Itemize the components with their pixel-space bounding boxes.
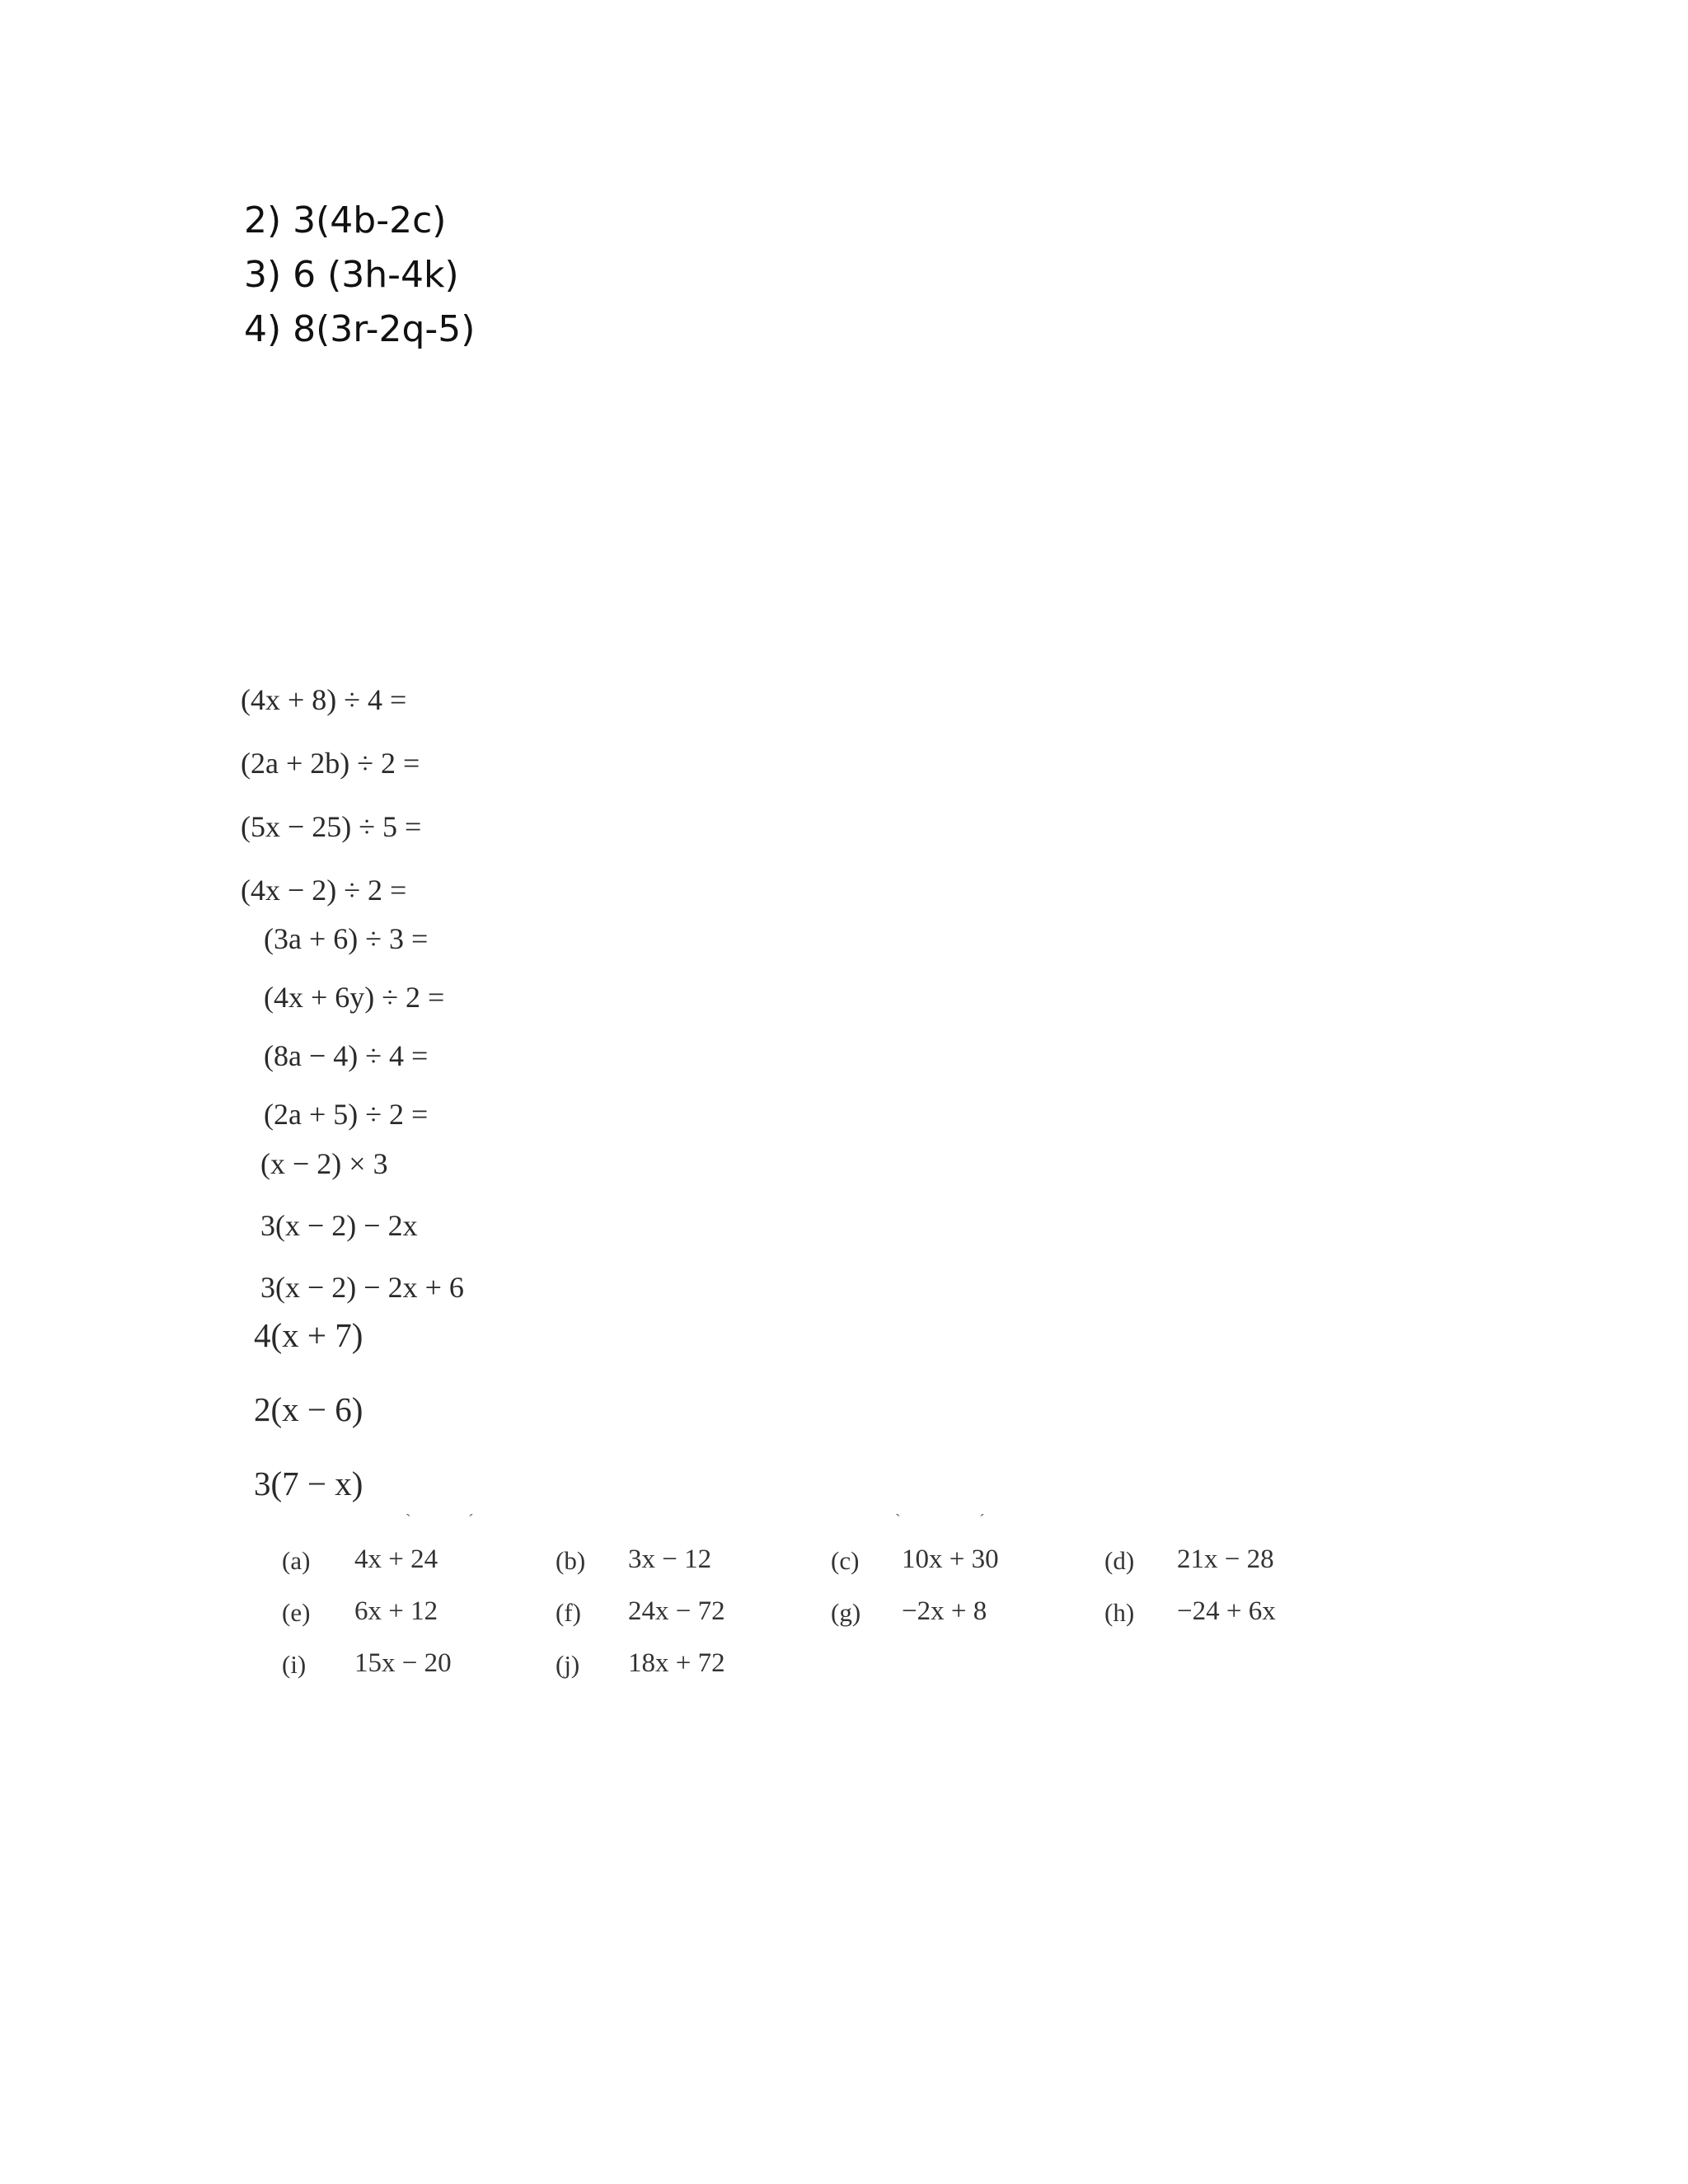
answer-letter: (a)	[282, 1546, 311, 1575]
answer-letter: (f)	[556, 1598, 581, 1627]
answer-expression: 10x + 30	[902, 1544, 999, 1574]
expression: (x − 2) × 3	[260, 1147, 388, 1180]
answer-letter: (b)	[556, 1546, 586, 1575]
problem-4: 4) 8(3r-2q-5)	[244, 308, 476, 350]
tick-mark: ˋ	[895, 1511, 901, 1530]
answer-letter: (d)	[1104, 1546, 1135, 1575]
division-problem: (3a + 6) ÷ 3 =	[264, 922, 429, 955]
expand-problem: 3(7 − x)	[254, 1465, 363, 1502]
division-problem: (4x + 6y) ÷ 2 =	[264, 981, 445, 1014]
expand-problem: 2(x − 6)	[254, 1390, 363, 1428]
answer-expression: 15x − 20	[354, 1648, 452, 1678]
tick-mark: ˊ	[979, 1511, 985, 1530]
answer-letter: (j)	[556, 1650, 580, 1679]
tick-mark: ˊ	[468, 1511, 474, 1530]
expression: 3(x − 2) − 2x	[260, 1209, 418, 1242]
division-problem: (2a + 5) ÷ 2 =	[264, 1098, 429, 1131]
answer-letter: (i)	[282, 1650, 307, 1679]
problem-3: 3) 6 (3h-4k)	[244, 254, 459, 296]
answer-expression: 24x − 72	[628, 1596, 725, 1626]
answer-letter: (h)	[1104, 1598, 1135, 1627]
answer-letter: (e)	[282, 1598, 311, 1627]
division-problem: (4x + 8) ÷ 4 =	[241, 683, 407, 716]
division-problem: (8a − 4) ÷ 4 =	[264, 1039, 429, 1072]
division-problem: (4x − 2) ÷ 2 =	[241, 874, 407, 907]
answer-expression: 18x + 72	[628, 1648, 725, 1678]
division-problem: (5x − 25) ÷ 5 =	[241, 810, 422, 843]
answer-expression: 6x + 12	[354, 1596, 438, 1626]
answer-expression: 3x − 12	[628, 1544, 712, 1574]
expand-problem: 4(x + 7)	[254, 1316, 363, 1354]
expression: 3(x − 2) − 2x + 6	[260, 1271, 464, 1304]
division-problem: (2a + 2b) ÷ 2 =	[241, 747, 420, 780]
answer-expression: −2x + 8	[902, 1596, 987, 1626]
problem-2: 2) 3(4b-2c)	[244, 199, 447, 241]
answer-expression: 21x − 28	[1177, 1544, 1274, 1574]
tick-mark: ˋ	[406, 1511, 411, 1530]
answer-letter: (c)	[831, 1546, 860, 1575]
answer-letter: (g)	[831, 1598, 861, 1627]
answer-expression: 4x + 24	[354, 1544, 438, 1574]
answer-expression: −24 + 6x	[1177, 1596, 1276, 1626]
